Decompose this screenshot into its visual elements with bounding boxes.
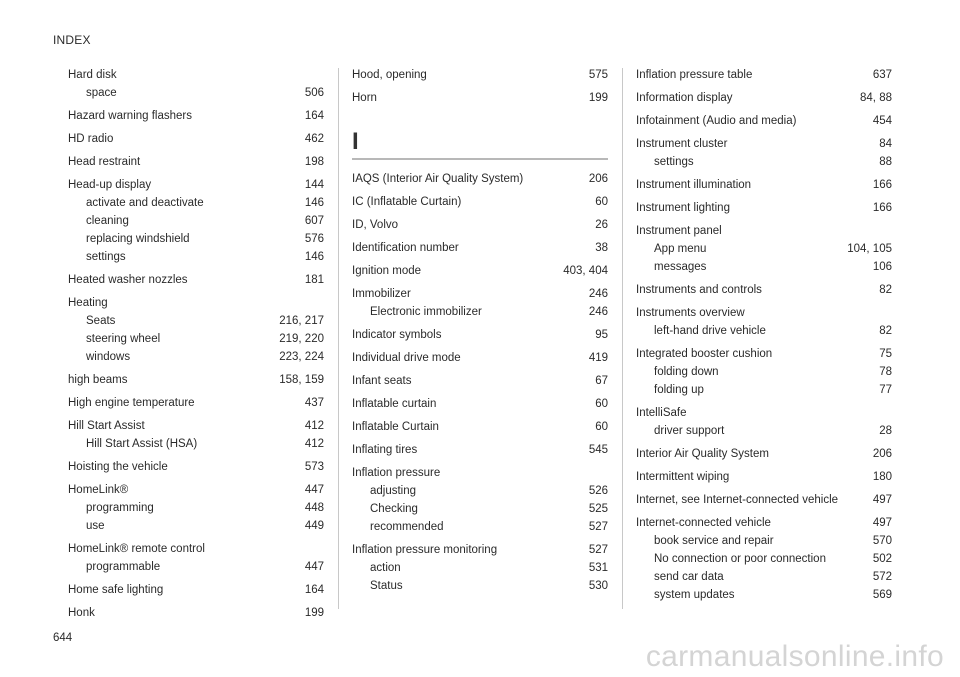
index-entry bbox=[352, 239, 608, 257]
section-rule bbox=[352, 158, 608, 160]
entry-term: Hazard warning flashers bbox=[68, 110, 193, 122]
entry-term: Hoisting the vehicle bbox=[68, 461, 168, 473]
index-entry bbox=[636, 135, 892, 171]
entry-term: Instrument lighting bbox=[636, 202, 730, 214]
entry-page: 60 bbox=[595, 398, 608, 410]
entry-page: 462 bbox=[304, 133, 324, 145]
entry-term: Horn bbox=[352, 92, 377, 104]
index-subentry bbox=[352, 303, 608, 321]
index-entry bbox=[352, 66, 608, 84]
index-entry bbox=[636, 468, 892, 486]
index-entry-row bbox=[636, 112, 892, 130]
index-subentry bbox=[352, 518, 608, 536]
entry-page: 437 bbox=[304, 397, 324, 409]
entry-page: 95 bbox=[595, 329, 608, 341]
index-entry-row bbox=[352, 285, 608, 303]
subentry-term: action bbox=[370, 562, 401, 574]
index-entry-row bbox=[636, 404, 892, 422]
index-entry-row bbox=[68, 481, 324, 499]
index-entry bbox=[68, 481, 324, 535]
entry-term: HD radio bbox=[68, 133, 114, 145]
index-entry bbox=[68, 458, 324, 476]
entry-page: 419 bbox=[588, 352, 608, 364]
index-subentry bbox=[68, 517, 324, 535]
index-entry bbox=[352, 89, 608, 107]
entry-page: 84, 88 bbox=[860, 92, 892, 104]
entry-term: Inflating tires bbox=[352, 444, 418, 456]
index-entry-row bbox=[68, 271, 324, 289]
entry-term: Inflation pressure bbox=[352, 467, 441, 479]
subentry-page: 146 bbox=[304, 197, 324, 209]
index-entry bbox=[352, 372, 608, 390]
index-entry-row bbox=[352, 326, 608, 344]
entry-term: HomeLink® bbox=[68, 484, 129, 496]
subentry-term: space bbox=[86, 87, 117, 99]
index-entry bbox=[68, 371, 324, 389]
entry-term: Immobilizer bbox=[352, 288, 411, 300]
index-subentry bbox=[68, 499, 324, 517]
subentry-term: book service and repair bbox=[654, 535, 774, 547]
index-entry bbox=[68, 394, 324, 412]
index-entry bbox=[68, 66, 324, 102]
entry-page: 637 bbox=[872, 69, 892, 81]
subentry-term: Hill Start Assist (HSA) bbox=[86, 438, 198, 450]
index-subentry bbox=[636, 586, 892, 604]
entry-term: Ignition mode bbox=[352, 265, 422, 277]
index-entry-row bbox=[636, 89, 892, 107]
index-entry bbox=[68, 540, 324, 576]
subentry-page: 82 bbox=[879, 325, 892, 337]
entry-page: 412 bbox=[304, 420, 324, 432]
entry-page: 206 bbox=[872, 448, 892, 460]
entry-page: 144 bbox=[304, 179, 324, 191]
entry-term: Head-up display bbox=[68, 179, 152, 191]
entry-page: 166 bbox=[872, 202, 892, 214]
entry-term: Head restraint bbox=[68, 156, 141, 168]
entry-term: IntelliSafe bbox=[636, 407, 687, 419]
index-entry bbox=[68, 271, 324, 289]
index-entry bbox=[636, 304, 892, 340]
subentry-page: 449 bbox=[304, 520, 324, 532]
index-entry bbox=[352, 441, 608, 459]
index-subentry bbox=[68, 348, 324, 366]
subentry-term: Checking bbox=[370, 503, 418, 515]
index-entry-row bbox=[68, 540, 324, 558]
index-entry bbox=[636, 89, 892, 107]
entry-page: 180 bbox=[872, 471, 892, 483]
index-subentry bbox=[636, 422, 892, 440]
index-entry-row bbox=[352, 441, 608, 459]
column-2-entries-before bbox=[352, 66, 608, 107]
index-entry-row bbox=[636, 445, 892, 463]
entry-page: 447 bbox=[304, 484, 324, 496]
index-subentry bbox=[352, 500, 608, 518]
subentry-term: adjusting bbox=[370, 485, 417, 497]
index-entry-row bbox=[636, 281, 892, 299]
subentry-page: 506 bbox=[304, 87, 324, 99]
index-entry bbox=[352, 541, 608, 595]
subentry-term: send car data bbox=[654, 571, 724, 583]
index-entry-row bbox=[352, 216, 608, 234]
subentry-page: 570 bbox=[872, 535, 892, 547]
index-subentry bbox=[636, 153, 892, 171]
entry-page: 75 bbox=[879, 348, 892, 360]
index-entry bbox=[636, 445, 892, 463]
subentry-page: 216, 217 bbox=[279, 315, 324, 327]
subentry-term: settings bbox=[654, 156, 694, 168]
subentry-term: messages bbox=[654, 261, 707, 273]
index-entry-row bbox=[636, 468, 892, 486]
index-entry-row bbox=[636, 176, 892, 194]
subentry-page: 527 bbox=[588, 521, 608, 533]
index-column-3 bbox=[636, 66, 892, 609]
entry-term: Intermittent wiping bbox=[636, 471, 730, 483]
subentry-term: folding up bbox=[654, 384, 704, 396]
index-subentry bbox=[636, 532, 892, 550]
subentry-page: 502 bbox=[872, 553, 892, 565]
entry-term: Instrument illumination bbox=[636, 179, 752, 191]
entry-page: 573 bbox=[304, 461, 324, 473]
index-entry bbox=[352, 349, 608, 367]
subentry-term: Seats bbox=[86, 315, 116, 327]
entry-term: Honk bbox=[68, 607, 95, 619]
entry-page: 198 bbox=[304, 156, 324, 168]
entry-page: 575 bbox=[588, 69, 608, 81]
subentry-term: driver support bbox=[654, 425, 725, 437]
subentry-page: 525 bbox=[588, 503, 608, 515]
index-entry-row bbox=[68, 371, 324, 389]
index-entry-row bbox=[352, 418, 608, 436]
entry-page: 246 bbox=[588, 288, 608, 300]
entry-page: 166 bbox=[872, 179, 892, 191]
subentry-page: 146 bbox=[304, 251, 324, 263]
entry-term: Identification number bbox=[352, 242, 459, 254]
entry-term: Hard disk bbox=[68, 69, 117, 81]
index-subentry bbox=[68, 212, 324, 230]
index-subentry bbox=[636, 322, 892, 340]
index-entry bbox=[352, 395, 608, 413]
subentry-term: steering wheel bbox=[86, 333, 161, 345]
index-entry-row bbox=[68, 604, 324, 622]
index-entry-row bbox=[352, 372, 608, 390]
entry-term: Information display bbox=[636, 92, 733, 104]
entry-term: Instruments and controls bbox=[636, 284, 762, 296]
entry-term: Instrument panel bbox=[636, 225, 722, 237]
subentry-page: 531 bbox=[588, 562, 608, 574]
entry-page: 181 bbox=[304, 274, 324, 286]
index-entry-row bbox=[636, 345, 892, 363]
entry-term: high beams bbox=[68, 374, 128, 386]
entry-term: Internet, see Internet-connected vehicle bbox=[636, 494, 839, 506]
index-entry-row bbox=[352, 170, 608, 188]
subentry-page: 104, 105 bbox=[847, 243, 892, 255]
index-entry bbox=[352, 262, 608, 280]
index-entry bbox=[636, 514, 892, 604]
index-entry-row bbox=[636, 222, 892, 240]
subentry-page: 219, 220 bbox=[279, 333, 324, 345]
entry-term: High engine temperature bbox=[68, 397, 195, 409]
index-subentry bbox=[636, 381, 892, 399]
index-entry bbox=[636, 199, 892, 217]
index-entry-row bbox=[352, 464, 608, 482]
entry-term: Instruments overview bbox=[636, 307, 745, 319]
index-entry bbox=[68, 107, 324, 125]
entry-term: Individual drive mode bbox=[352, 352, 461, 364]
subentry-term: programming bbox=[86, 502, 154, 514]
subentry-page: 412 bbox=[304, 438, 324, 450]
entry-page: 158, 159 bbox=[279, 374, 324, 386]
index-entry-row bbox=[68, 417, 324, 435]
entry-term: IAQS (Interior Air Quality System) bbox=[352, 173, 524, 185]
index-column-2 bbox=[352, 66, 608, 600]
entry-term: Instrument cluster bbox=[636, 138, 728, 150]
entry-term: Infotainment (Audio and media) bbox=[636, 115, 797, 127]
entry-page: 164 bbox=[304, 110, 324, 122]
index-subentry bbox=[636, 568, 892, 586]
entry-page: 497 bbox=[872, 517, 892, 529]
entry-page: 199 bbox=[304, 607, 324, 619]
entry-term: IC (Inflatable Curtain) bbox=[352, 196, 462, 208]
index-entry-row bbox=[352, 349, 608, 367]
index-entry bbox=[352, 170, 608, 188]
index-subentry bbox=[352, 577, 608, 595]
entry-page: 60 bbox=[595, 421, 608, 433]
index-column-1 bbox=[68, 66, 324, 627]
index-entry bbox=[636, 404, 892, 440]
subentry-term: cleaning bbox=[86, 215, 129, 227]
index-subentry bbox=[68, 435, 324, 453]
subentry-term: replacing windshield bbox=[86, 233, 190, 245]
watermark: carmanualsonline.info bbox=[645, 640, 944, 673]
index-subentry bbox=[636, 258, 892, 276]
entry-page: 84 bbox=[879, 138, 892, 150]
entry-page: 26 bbox=[595, 219, 608, 231]
subentry-page: 607 bbox=[304, 215, 324, 227]
index-entry-row bbox=[636, 135, 892, 153]
subentry-page: 572 bbox=[872, 571, 892, 583]
entry-page: 199 bbox=[588, 92, 608, 104]
subentry-page: 530 bbox=[588, 580, 608, 592]
subentry-term: No connection or poor connection bbox=[654, 553, 826, 565]
subentry-page: 576 bbox=[304, 233, 324, 245]
index-entry bbox=[636, 66, 892, 84]
index-subentry bbox=[68, 230, 324, 248]
entry-page: 403, 404 bbox=[563, 265, 608, 277]
index-entry-row bbox=[352, 239, 608, 257]
index-entry bbox=[636, 281, 892, 299]
index-entry bbox=[636, 112, 892, 130]
page-number: 644 bbox=[53, 632, 73, 644]
entry-term: Indicator symbols bbox=[352, 329, 442, 341]
index-entry-row bbox=[68, 176, 324, 194]
subentry-page: 77 bbox=[879, 384, 892, 396]
subentry-term: left-hand drive vehicle bbox=[654, 325, 766, 337]
index-subentry bbox=[352, 559, 608, 577]
subentry-page: 448 bbox=[304, 502, 324, 514]
entry-page: 545 bbox=[588, 444, 608, 456]
entry-term: Heated washer nozzles bbox=[68, 274, 188, 286]
subentry-page: 447 bbox=[304, 561, 324, 573]
entry-term: Infant seats bbox=[352, 375, 412, 387]
subentry-term: use bbox=[86, 520, 105, 532]
index-entry-row bbox=[68, 107, 324, 125]
index-entry-row bbox=[636, 491, 892, 509]
index-entry-row bbox=[352, 541, 608, 559]
index-subentry bbox=[636, 240, 892, 258]
subentry-page: 223, 224 bbox=[279, 351, 324, 363]
index-entry bbox=[352, 326, 608, 344]
index-entry-row bbox=[68, 153, 324, 171]
subentry-term: activate and deactivate bbox=[86, 197, 204, 209]
subentry-page: 106 bbox=[872, 261, 892, 273]
subentry-term: recommended bbox=[370, 521, 444, 533]
section-letter: I bbox=[352, 128, 359, 155]
index-entry bbox=[636, 491, 892, 509]
index-entry bbox=[352, 193, 608, 211]
index-entry-row bbox=[68, 294, 324, 312]
subentry-page: 569 bbox=[872, 589, 892, 601]
entry-term: Integrated booster cushion bbox=[636, 348, 773, 360]
subentry-page: 78 bbox=[879, 366, 892, 378]
index-subentry bbox=[68, 312, 324, 330]
entry-page: 527 bbox=[588, 544, 608, 556]
subentry-term: system updates bbox=[654, 589, 735, 601]
entry-term: Heating bbox=[68, 297, 108, 309]
index-entry bbox=[352, 216, 608, 234]
subentry-term: programmable bbox=[86, 561, 161, 573]
entry-page: 67 bbox=[595, 375, 608, 387]
index-entry-row bbox=[68, 394, 324, 412]
page-header: INDEX bbox=[53, 33, 91, 47]
letter-section-heading bbox=[352, 129, 608, 160]
index-entry-row bbox=[352, 262, 608, 280]
index-subentry bbox=[352, 482, 608, 500]
subentry-page: 246 bbox=[588, 306, 608, 318]
index-entry-row bbox=[636, 66, 892, 84]
column-divider bbox=[622, 68, 623, 609]
entry-page: 38 bbox=[595, 242, 608, 254]
index-subentry bbox=[636, 550, 892, 568]
subentry-term: Status bbox=[370, 580, 403, 592]
entry-page: 497 bbox=[872, 494, 892, 506]
index-entry bbox=[352, 464, 608, 536]
entry-term: ID, Volvo bbox=[352, 219, 399, 231]
subentry-term: windows bbox=[86, 351, 131, 363]
index-subentry bbox=[68, 194, 324, 212]
entry-term: HomeLink® remote control bbox=[68, 543, 205, 555]
entry-term: Home safe lighting bbox=[68, 584, 164, 596]
index-entry bbox=[636, 345, 892, 399]
index-entry-row bbox=[68, 66, 324, 84]
subentry-term: App menu bbox=[654, 243, 707, 255]
entry-term: Interior Air Quality System bbox=[636, 448, 769, 460]
index-entry-row bbox=[68, 130, 324, 148]
index-entry bbox=[68, 294, 324, 366]
entry-term: Hood, opening bbox=[352, 69, 427, 81]
index-entry-row bbox=[352, 89, 608, 107]
index-entry-row bbox=[352, 66, 608, 84]
index-entry bbox=[68, 417, 324, 453]
entry-page: 82 bbox=[879, 284, 892, 296]
entry-term: Inflatable curtain bbox=[352, 398, 437, 410]
subentry-page: 88 bbox=[879, 156, 892, 168]
entry-term: Inflation pressure table bbox=[636, 69, 753, 81]
index-subentry bbox=[68, 330, 324, 348]
subentry-page: 28 bbox=[879, 425, 892, 437]
index-entry-row bbox=[636, 514, 892, 532]
entry-term: Internet-connected vehicle bbox=[636, 517, 771, 529]
index-entry bbox=[352, 418, 608, 436]
index-entry bbox=[68, 130, 324, 148]
index-subentry bbox=[68, 248, 324, 266]
entry-page: 60 bbox=[595, 196, 608, 208]
index-entry bbox=[352, 285, 608, 321]
index-entry bbox=[68, 176, 324, 266]
subentry-term: settings bbox=[86, 251, 126, 263]
index-subentry bbox=[636, 363, 892, 381]
index-subentry bbox=[68, 84, 324, 102]
index-entry bbox=[636, 222, 892, 276]
index-entry bbox=[68, 153, 324, 171]
index-subentry bbox=[68, 558, 324, 576]
index-entry-row bbox=[352, 395, 608, 413]
entry-term: Hill Start Assist bbox=[68, 420, 145, 432]
subentry-term: Electronic immobilizer bbox=[370, 306, 482, 318]
entry-page: 206 bbox=[588, 173, 608, 185]
subentry-page: 526 bbox=[588, 485, 608, 497]
column-divider bbox=[338, 68, 339, 609]
index-entry bbox=[636, 176, 892, 194]
index-entry-row bbox=[68, 458, 324, 476]
entry-term: Inflation pressure monitoring bbox=[352, 544, 498, 556]
entry-page: 164 bbox=[304, 584, 324, 596]
index-entry-row bbox=[68, 581, 324, 599]
column-2-entries-after bbox=[352, 170, 608, 595]
index-entry-row bbox=[352, 193, 608, 211]
index-entry-row bbox=[636, 304, 892, 322]
entry-term: Inflatable Curtain bbox=[352, 421, 439, 433]
index-entry bbox=[68, 581, 324, 599]
entry-page: 454 bbox=[872, 115, 892, 127]
index-entry bbox=[68, 604, 324, 622]
subentry-term: folding down bbox=[654, 366, 719, 378]
index-entry-row bbox=[636, 199, 892, 217]
